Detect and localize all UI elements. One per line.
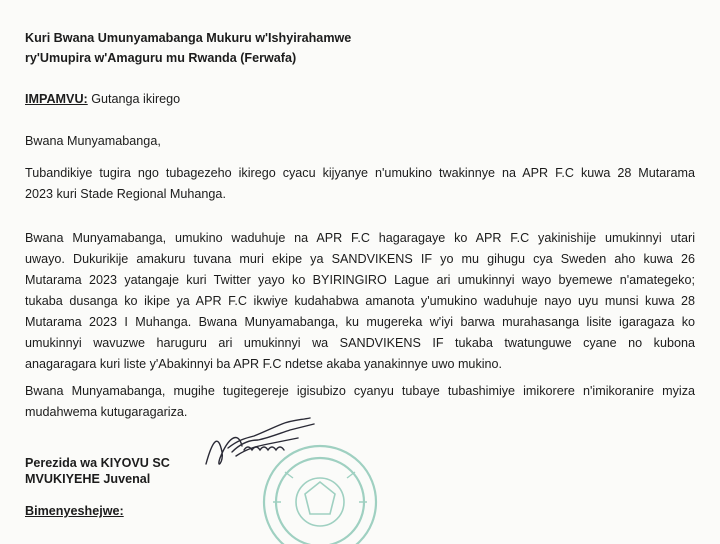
paragraph-line: Tubandikiye tugira ngo tubagezeho ikirego cyacu kijyanye n'umukino twakinnye na APR F.C kuwa 28 Mutarama	[25, 166, 695, 180]
paragraph-line: mudahwema kutugaragariza.	[25, 405, 188, 419]
recipient-line-2: ry'Umupira w'Amaguru mu Rwanda (Ferwafa)	[25, 51, 297, 65]
paragraph-3	[25, 384, 695, 420]
signer-name: MVUKIYEHE Juvenal	[25, 472, 151, 486]
subject-line	[25, 92, 180, 107]
paragraph-line: umukinnyi wavuzwe haruguru ari umukinnyi wa SANDVIKENS IF tukaba twatunguwe cyane no kubona	[25, 336, 695, 350]
paragraph-2	[25, 231, 695, 372]
salutation: Bwana Munyamabanga,	[25, 134, 161, 148]
recipient-line-1: Kuri Bwana Umunyamabanga Mukuru w'Ishyirahamwe	[25, 31, 352, 45]
subject-label: IMPAMVU:	[25, 92, 88, 106]
cc-label: Bimenyeshejwe:	[25, 504, 124, 518]
paragraph-line: tukaba dusanga ko ikipe ya APR F.C ikwiye kudahabwa amanota y'umukino waduhuje nayo uyu munsi kuwa 28	[25, 294, 695, 308]
paragraph-1	[25, 166, 695, 202]
paragraph-line: Mutarama 2023 yatangaje kuri Twitter yayo ko BYIRINGIRO Lague ari umukinnyi wayo byemewe n'amategeko;	[25, 273, 695, 287]
signer-title: Perezida wa KIYOVU SC	[25, 456, 170, 470]
paragraph-line: Bwana Munyamabanga, mugihe tugitegereje igisubizo cyanyu tubaye tubashimiye imikorere n'imikoranire myiza	[25, 384, 695, 398]
paragraph-line: Bwana Munyamabanga, umukino waduhuje na APR F.C hagaragaye ko APR F.C yakinishije umukinnyi utari	[25, 231, 695, 245]
paragraph-line: Mutarama 2023 I Muhanga. Bwana Munyamabanga, ku mugereka w'iyi barwa murahasanga lisite igaragaza ko	[25, 315, 695, 329]
paragraph-line: 2023 kuri Stade Regional Muhanga.	[25, 187, 226, 201]
handwritten-signature-icon	[198, 412, 318, 476]
subject-text: Gutanga ikirego	[87, 92, 181, 106]
paragraph-line: anagaragara kuri liste y'Abakinnyi ba APR F.C ndetse akaba yanakinnye uwo mukino.	[25, 357, 503, 371]
paragraph-line: uwayo. Dukurikije amakuru tuvana muri ekipe ya SANDVIKENS IF yo mu gihugu cya Sweden aho kuwa 26	[25, 252, 695, 266]
